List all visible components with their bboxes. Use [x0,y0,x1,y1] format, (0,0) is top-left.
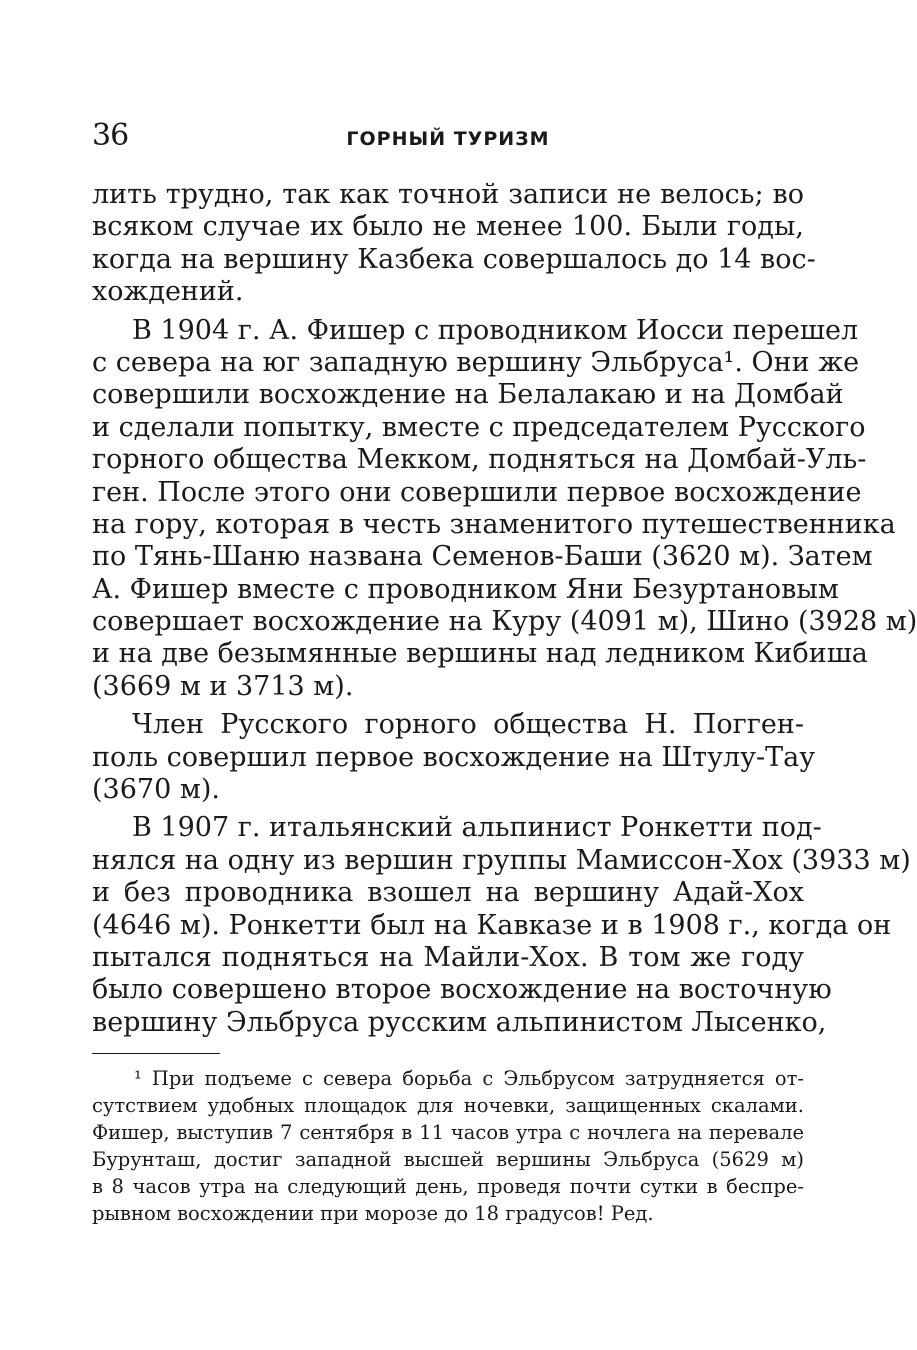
footnote-line: Фишер, выступив 7 сентября в 11 часов утра с ночлега на перевале [92,1121,804,1144]
text-line: (3669 м и 3713 м). [92,670,354,702]
footnote-line: рывном восхождении при морозе до 18 градусов! Ред. [92,1202,654,1225]
text-line: было совершено второе восхождение на восточную [92,974,832,1006]
text-line: с севера на юг западную вершину Эльбруса¹. Они же [92,346,860,378]
text-line: (4646 м). Ронкетти был на Кавказе и в 1908 г., когда он [92,909,892,941]
text-line: нялся на одну из вершин группы Мамиссон-Хох (3933 м) [92,844,911,876]
text-line: лить трудно, так как точной записи не велось; во [92,179,804,210]
running-title: ГОРНЫЙ ТУРИЗМ [346,128,550,150]
body-text [92,179,917,1039]
text-line: В 1907 г. итальянский альпинист Ронкетти под- [132,812,822,844]
page-number: 36 [92,118,129,153]
text-line: на гору, которая в честь знаменитого путешественника [92,508,896,540]
text-line: и сделали попытку, вместе с председателем Русского [92,411,866,443]
footnote-line: сутствием удобных площадок для ночевки, защищенных скалами. [92,1094,804,1117]
text-line: и без проводника взошел на вершину Адай-Хох [92,877,804,909]
text-line: когда на вершину Казбека совершалось до 14 вос- [92,243,816,275]
footnote-line: ¹ При подъеме с севера борьба с Эльбрусом затрудняется от- [134,1067,804,1090]
footnote-divider [92,1053,220,1054]
text-line: горного общества Мекком, подняться на Домбай-Уль- [92,444,867,476]
text-line: А. Фишер вместе с проводником Яни Безуртановым [92,573,839,605]
text-line: поль совершил первое восхождение на Штулу-Тау [92,741,816,773]
text-line: ген. После этого они совершили первое восхождение [92,476,862,508]
text-line: хождений. [92,276,244,308]
page-header [92,118,804,158]
text-line: пытался подняться на Майли-Хох. В том же году [92,941,804,973]
text-line: (3670 м). [92,774,220,806]
footnote-line: в 8 часов утра на следующий день, проведя почти сутки в беспре- [92,1175,804,1198]
footnote-line: Бурунташ, достиг западной высшей вершины Эльбруса (5629 м) [92,1148,804,1171]
text-line: всяком случае их было не менее 100. Были годы, [92,211,804,243]
text-line: Член Русского горного общества Н. Погген- [132,709,804,741]
footnote [92,1065,804,1227]
text-line: вершину Эльбруса русским альпинистом Лысенко, [92,1006,827,1038]
text-line: и на две безымянные вершины над ледником Кибиша [92,638,868,670]
text-line: совершили восхождение на Белалакаю и на Домбай [92,379,844,411]
text-line: совершает восхождение на Куру (4091 м), Шино (3928 м) [92,606,917,638]
text-line: по Тянь-Шаню названа Семенов-Баши (3620 м). Затем [92,541,873,573]
text-line: В 1904 г. А. Фишер с проводником Иосси перешел [132,314,859,346]
